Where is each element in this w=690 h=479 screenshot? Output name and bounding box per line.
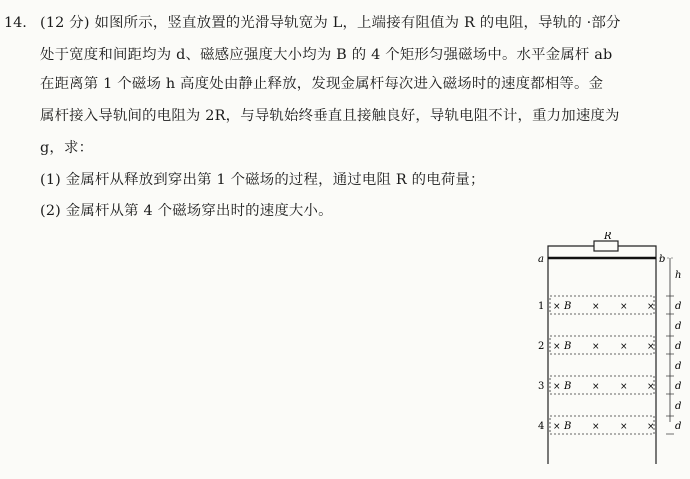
field-region-number-4: 4 xyxy=(538,421,545,432)
field-cross-2-right: × xyxy=(647,342,655,352)
gap-label-region-2: d xyxy=(675,341,682,352)
field-cross-1-mid2: × xyxy=(620,302,628,312)
question-line-5: g，求： xyxy=(40,140,94,156)
gap-label-between-1: d xyxy=(675,321,682,332)
field-cross-2-left: × xyxy=(553,342,561,352)
sub-question-2: (2) 金属杆从第 4 个磁场穿出时的速度大小。 xyxy=(40,203,333,219)
question-line-4: 属杆接入导轨间的电阻为 2R，与导轨始终垂直且接触良好，导轨电阻不计，重力加速度为 xyxy=(40,108,620,124)
field-cross-3-left: × xyxy=(553,382,561,392)
field-cross-1-mid: × xyxy=(592,302,600,312)
top-wire-right xyxy=(618,246,656,256)
gap-label-region-4: d xyxy=(675,421,682,432)
field-label-B-2: B xyxy=(564,341,572,352)
field-cross-4-left: × xyxy=(553,422,561,432)
field-cross-2-mid: × xyxy=(592,342,600,352)
field-cross-1-left: × xyxy=(553,302,561,312)
field-label-B-4: B xyxy=(564,421,572,432)
gap-label-between-2: d xyxy=(675,361,682,372)
gap-label-region-3: d xyxy=(675,381,682,392)
question-number: 14. xyxy=(4,15,27,31)
field-label-B-1: B xyxy=(564,301,572,312)
field-cross-2-mid2: × xyxy=(620,342,628,352)
resistor-label: R xyxy=(604,232,612,242)
sub-question-1: (1) 金属杆从释放到穿出第 1 个磁场的过程，通过电阻 R 的电荷量； xyxy=(40,172,485,188)
field-cross-3-right: × xyxy=(647,382,655,392)
resistor-symbol xyxy=(594,241,618,251)
height-label-h: h xyxy=(675,270,682,281)
field-region-number-1: 1 xyxy=(538,301,545,312)
field-cross-4-mid: × xyxy=(592,422,600,432)
field-cross-4-right: × xyxy=(647,422,655,432)
field-label-B-3: B xyxy=(564,381,572,392)
field-region-number-3: 3 xyxy=(538,381,545,392)
question-line-2: 处于宽度和间距均为 d、磁感应强度大小均为 B 的 4 个矩形匀强磁场中。水平金属杆 ab xyxy=(40,47,613,63)
top-wire-left xyxy=(548,246,594,256)
question-line-3: 在距离第 1 个磁场 h 高度处由静止释放，发现金属杆每次进入磁场时的速度都相等。金 xyxy=(40,76,604,92)
gap-label-region-1: d xyxy=(675,301,682,312)
field-cross-4-mid2: × xyxy=(620,422,628,432)
rod-label-b: b xyxy=(659,254,666,265)
field-cross-3-mid2: × xyxy=(620,382,628,392)
gap-label-between-3: d xyxy=(675,401,682,412)
field-cross-1-right: × xyxy=(647,302,655,312)
field-cross-3-mid: × xyxy=(592,382,600,392)
rail-magnetic-field-figure xyxy=(520,232,690,472)
question-line-1: (12 分) 如图所示，竖直放置的光滑导轨宽为 L，上端接有阻值为 R 的电阻，导轨的 ·部分 xyxy=(40,15,621,31)
field-region-number-2: 2 xyxy=(538,341,545,352)
rod-label-a: a xyxy=(538,254,544,265)
